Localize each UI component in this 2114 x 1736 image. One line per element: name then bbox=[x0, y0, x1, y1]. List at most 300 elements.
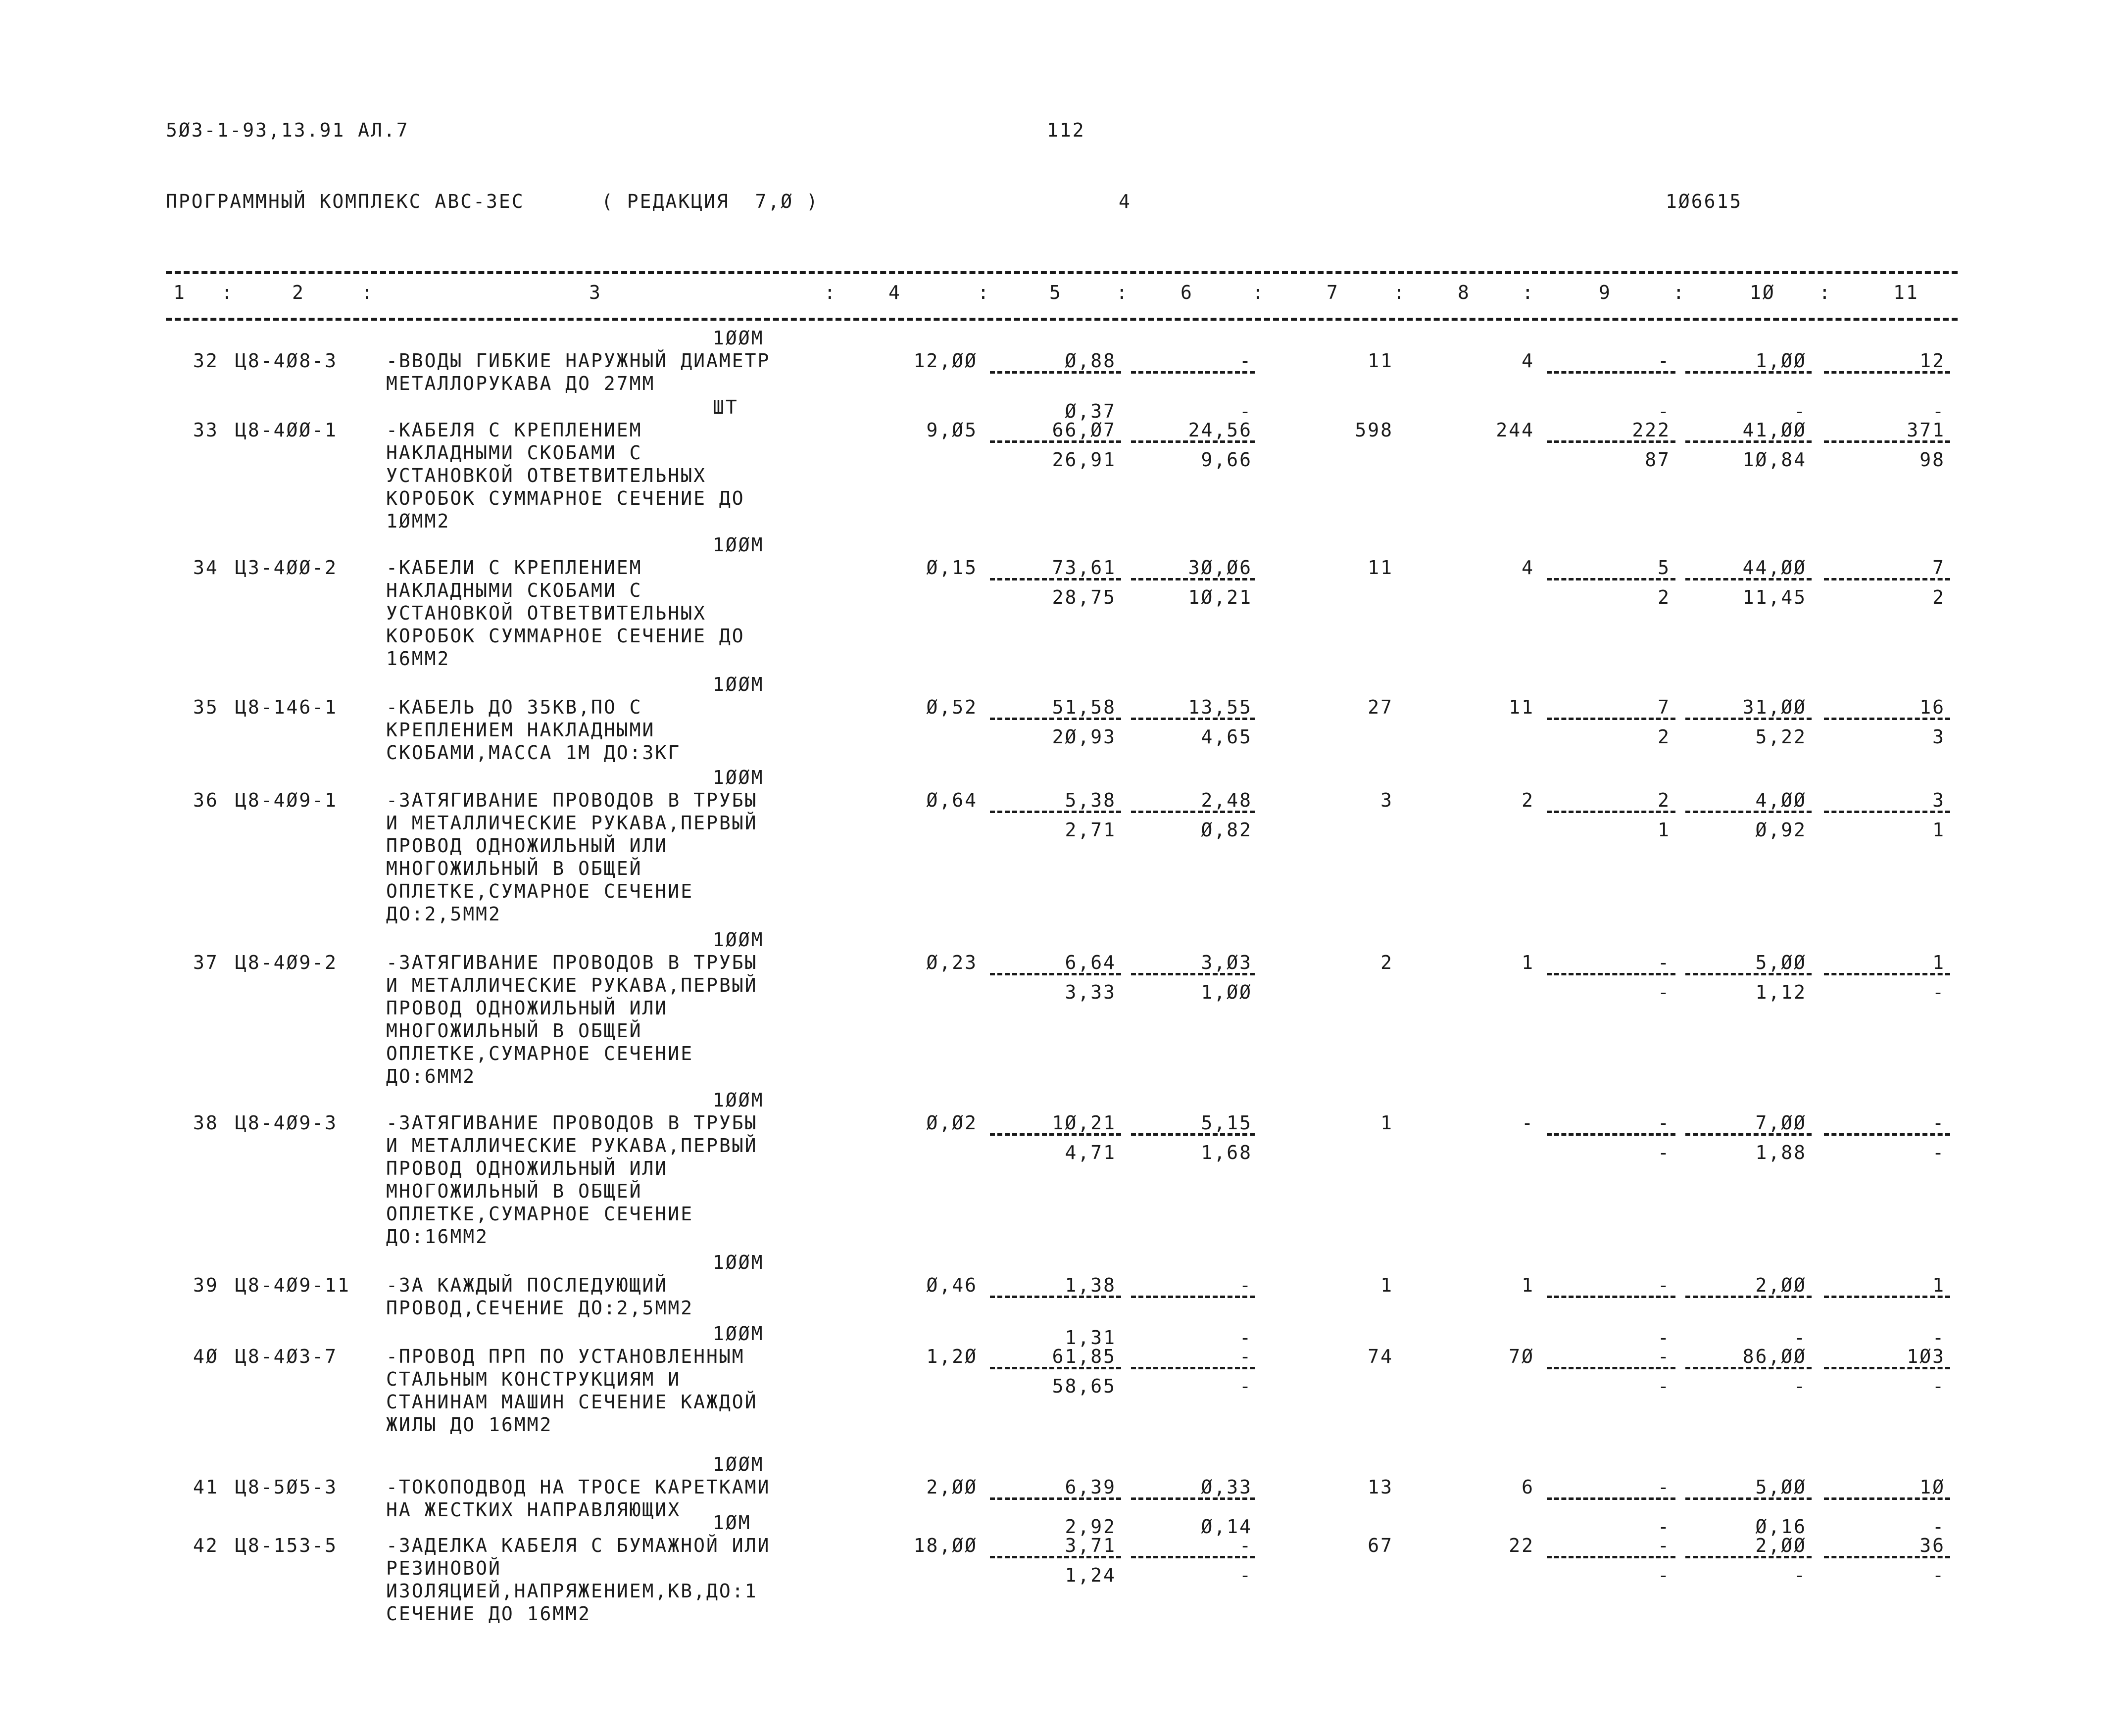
cell-c5: 1,38 bbox=[1065, 1274, 1116, 1296]
cell-c10: 7,ØØ bbox=[1755, 1112, 1807, 1134]
prior-value: - bbox=[1658, 1327, 1671, 1349]
cell-c6b: - bbox=[1239, 1564, 1252, 1586]
cell-c9: 2 bbox=[1658, 789, 1671, 811]
cell-c11: 371 bbox=[1907, 419, 1945, 441]
cell-c8: 2 bbox=[1522, 789, 1534, 811]
cell-divider bbox=[1685, 718, 1812, 720]
work-description: ДО:6ММ2 bbox=[386, 1065, 476, 1087]
unit-label: 1ØØМ bbox=[713, 1252, 764, 1273]
cell-c11b: - bbox=[1932, 981, 1945, 1003]
work-description: -ЗАТЯГИВАНИЕ ПРОВОДОВ В ТРУБЫ bbox=[386, 952, 758, 973]
work-description: УСТАНОВКОЙ ОТВЕТВИТЕЛЬНЫХ bbox=[386, 602, 706, 624]
work-description: ПРОВОД ОДНОЖИЛЬНЫЙ ИЛИ bbox=[386, 835, 668, 857]
work-description: -ЗАТЯГИВАНИЕ ПРОВОДОВ В ТРУБЫ bbox=[386, 789, 758, 811]
cell-c5b: 28,75 bbox=[1052, 586, 1116, 608]
work-description: -ПРОВОД ПРП ПО УСТАНОВЛЕННЫМ bbox=[386, 1346, 745, 1367]
cell-c11b: 98 bbox=[1919, 449, 1945, 471]
cell-divider bbox=[1824, 578, 1950, 580]
cell-c10: 2,ØØ bbox=[1755, 1535, 1807, 1556]
work-description: ЖИЛЫ ДО 16ММ2 bbox=[386, 1414, 553, 1436]
cell-c10b: 1Ø,84 bbox=[1742, 449, 1807, 471]
prior-value: - bbox=[1932, 400, 1945, 422]
work-description: МНОГОЖИЛЬНЫЙ В ОБЩЕЙ bbox=[386, 1180, 642, 1202]
prior-value: - bbox=[1932, 1327, 1945, 1349]
cell-c9: - bbox=[1658, 1346, 1671, 1367]
cell-c10b: 5,22 bbox=[1755, 726, 1807, 748]
cell-c8: 244 bbox=[1496, 419, 1534, 441]
rate-code: Ц8-4Ø9-3 bbox=[235, 1112, 338, 1134]
cell-divider bbox=[990, 371, 1121, 374]
work-description: -ЗАТЯГИВАНИЕ ПРОВОДОВ В ТРУБЫ bbox=[386, 1112, 758, 1134]
cell-c6b: Ø,82 bbox=[1201, 819, 1252, 841]
cell-c7: 2 bbox=[1380, 952, 1393, 973]
cell-c4: Ø,23 bbox=[926, 952, 978, 973]
table-top-rule bbox=[166, 271, 1958, 274]
cell-c11b: 2 bbox=[1932, 586, 1945, 608]
cell-c11b: - bbox=[1932, 1142, 1945, 1163]
column-separator: : bbox=[1819, 282, 1832, 303]
cell-c6: - bbox=[1239, 350, 1252, 372]
cell-c10: 2,ØØ bbox=[1755, 1274, 1807, 1296]
cell-c11b: - bbox=[1932, 1564, 1945, 1586]
cell-divider bbox=[1824, 1556, 1950, 1558]
cell-c8: 4 bbox=[1522, 557, 1534, 579]
cell-c4: 2,ØØ bbox=[926, 1476, 978, 1498]
cell-c6: - bbox=[1239, 1274, 1252, 1296]
cell-c8: 4 bbox=[1522, 350, 1534, 372]
cell-c5: 51,58 bbox=[1052, 696, 1116, 718]
cell-c8: 22 bbox=[1509, 1535, 1534, 1556]
cell-divider bbox=[1824, 811, 1950, 813]
work-description: ПРОВОД ОДНОЖИЛЬНЫЙ ИЛИ bbox=[386, 997, 668, 1019]
cell-divider bbox=[1824, 973, 1950, 975]
cell-c10b: 11,45 bbox=[1742, 586, 1807, 608]
cell-c5b: 4,71 bbox=[1065, 1142, 1116, 1163]
work-description: НАКЛАДНЫМИ СКОБАМИ С bbox=[386, 442, 642, 464]
cell-divider bbox=[1131, 578, 1255, 580]
cell-divider bbox=[990, 1497, 1121, 1500]
cell-c7: 27 bbox=[1368, 696, 1393, 718]
page-number: 112 bbox=[1047, 119, 1085, 141]
prior-value: 2,92 bbox=[1065, 1516, 1116, 1538]
prior-value: - bbox=[1658, 1516, 1671, 1538]
column-separator: : bbox=[1673, 282, 1686, 303]
cell-c7: 1 bbox=[1380, 1274, 1393, 1296]
cell-c9: 222 bbox=[1632, 419, 1671, 441]
rate-code: Ц8-153-5 bbox=[235, 1535, 338, 1556]
cell-c6: 2,48 bbox=[1201, 789, 1252, 811]
unit-label: 1ØØМ bbox=[713, 929, 764, 951]
rate-code: Ц8-5Ø5-3 bbox=[235, 1476, 338, 1498]
cell-divider bbox=[990, 811, 1121, 813]
work-description: ПРОВОД ОДНОЖИЛЬНЫЙ ИЛИ bbox=[386, 1157, 668, 1179]
cell-c5: 5,38 bbox=[1065, 789, 1116, 811]
cell-c9: - bbox=[1658, 952, 1671, 973]
program-edition: ( РЕДАКЦИЯ 7,Ø ) bbox=[601, 191, 819, 212]
row-number: 38 bbox=[193, 1112, 219, 1134]
cell-c11: 1 bbox=[1932, 1274, 1945, 1296]
cell-c11: 7 bbox=[1932, 557, 1945, 579]
work-description: РЕЗИНОВОЙ bbox=[386, 1557, 501, 1579]
cell-c4: Ø,Ø2 bbox=[926, 1112, 978, 1134]
work-description: -КАБЕЛЬ ДО 35КВ,ПО С bbox=[386, 696, 642, 718]
cell-c11: 1 bbox=[1932, 952, 1945, 973]
column-separator: : bbox=[1252, 282, 1265, 303]
cell-divider bbox=[1685, 1497, 1812, 1500]
cell-c5b: 2Ø,93 bbox=[1052, 726, 1116, 748]
rate-code: Ц8-4ØØ-1 bbox=[235, 419, 338, 441]
row-number: 4Ø bbox=[193, 1346, 219, 1367]
cell-divider bbox=[1131, 811, 1255, 813]
cell-c7: 74 bbox=[1368, 1346, 1393, 1367]
cell-c10b: Ø,92 bbox=[1755, 819, 1807, 841]
work-description: НАКЛАДНЫМИ СКОБАМИ С bbox=[386, 579, 642, 601]
cell-c9: - bbox=[1658, 1476, 1671, 1498]
work-description: -ВВОДЫ ГИБКИЕ НАРУЖНЫЙ ДИАМЕТР bbox=[386, 350, 771, 372]
cell-c11: 1Ø3 bbox=[1907, 1346, 1945, 1367]
rate-code: Ц8-4Ø8-3 bbox=[235, 350, 338, 372]
document-code: 5Ø3-1-93,13.91 АЛ.7 bbox=[166, 119, 409, 141]
cell-divider bbox=[1547, 371, 1675, 374]
cell-divider bbox=[1547, 1556, 1675, 1558]
cell-c11: 12 bbox=[1919, 350, 1945, 372]
sheet-number: 4 bbox=[1119, 191, 1131, 212]
unit-label: 1ØØМ bbox=[713, 1089, 764, 1111]
row-number: 39 bbox=[193, 1274, 219, 1296]
column-header: 1Ø bbox=[1750, 282, 1775, 303]
column-separator: : bbox=[221, 282, 234, 303]
cell-divider bbox=[1685, 973, 1812, 975]
work-description: УСТАНОВКОЙ ОТВЕТВИТЕЛЬНЫХ bbox=[386, 465, 706, 486]
cell-c10b: 1,12 bbox=[1755, 981, 1807, 1003]
cell-c5b: 26,91 bbox=[1052, 449, 1116, 471]
prior-value: Ø,16 bbox=[1755, 1516, 1807, 1538]
column-header: 4 bbox=[888, 282, 901, 303]
cell-c9b: - bbox=[1658, 1375, 1671, 1397]
work-description: ИЗОЛЯЦИЕЙ,НАПРЯЖЕНИЕМ,КВ,ДО:1 bbox=[386, 1580, 758, 1602]
column-header: 5 bbox=[1049, 282, 1062, 303]
cell-c5: 3,71 bbox=[1065, 1535, 1116, 1556]
cell-c11: 36 bbox=[1919, 1535, 1945, 1556]
cell-divider bbox=[1131, 1367, 1255, 1369]
cell-c6b: 1,ØØ bbox=[1201, 981, 1252, 1003]
cell-c9: 5 bbox=[1658, 557, 1671, 579]
work-description: И МЕТАЛЛИЧЕСКИЕ РУКАВА,ПЕРВЫЙ bbox=[386, 812, 758, 834]
cell-divider bbox=[990, 973, 1121, 975]
cell-c6: Ø,33 bbox=[1201, 1476, 1252, 1498]
cell-c7: 11 bbox=[1368, 557, 1393, 579]
rate-code: Ц8-4Ø9-2 bbox=[235, 952, 338, 973]
cell-c9b: 87 bbox=[1645, 449, 1671, 471]
cell-c10: 41,ØØ bbox=[1742, 419, 1807, 441]
row-number: 35 bbox=[193, 696, 219, 718]
cell-divider bbox=[1547, 1296, 1675, 1298]
cell-divider bbox=[1131, 1497, 1255, 1500]
work-description: -ТОКОПОДВОД НА ТРОСЕ КАРЕТКАМИ bbox=[386, 1476, 771, 1498]
column-header: 7 bbox=[1327, 282, 1339, 303]
cell-c10: 4,ØØ bbox=[1755, 789, 1807, 811]
cell-c5b: 2,71 bbox=[1065, 819, 1116, 841]
cell-divider bbox=[1685, 578, 1812, 580]
cell-divider bbox=[1685, 371, 1812, 374]
work-description: -ЗА КАЖДЫЙ ПОСЛЕДУЮЩИЙ bbox=[386, 1274, 668, 1296]
column-separator: : bbox=[1116, 282, 1129, 303]
unit-label: 1ØМ bbox=[713, 1512, 751, 1534]
cell-c6b: 4,65 bbox=[1201, 726, 1252, 748]
prior-value: Ø,14 bbox=[1201, 1516, 1252, 1538]
cell-c4: 1,2Ø bbox=[926, 1346, 978, 1367]
work-description: И МЕТАЛЛИЧЕСКИЕ РУКАВА,ПЕРВЫЙ bbox=[386, 974, 758, 996]
prior-value: 1,31 bbox=[1065, 1327, 1116, 1349]
cell-divider bbox=[990, 1367, 1121, 1369]
cell-c9: 7 bbox=[1658, 696, 1671, 718]
cell-c5: 1Ø,21 bbox=[1052, 1112, 1116, 1134]
cell-c8: 11 bbox=[1509, 696, 1534, 718]
work-description: ОПЛЕТКЕ,СУМАРНОЕ СЕЧЕНИЕ bbox=[386, 1203, 694, 1225]
cell-c10: 31,ØØ bbox=[1742, 696, 1807, 718]
column-header: 1 bbox=[173, 282, 186, 303]
cell-c9: - bbox=[1658, 350, 1671, 372]
cell-divider bbox=[1685, 1133, 1812, 1136]
column-header: 8 bbox=[1458, 282, 1471, 303]
cell-divider bbox=[990, 1296, 1121, 1298]
cell-c11b: 3 bbox=[1932, 726, 1945, 748]
cell-c11b: 1 bbox=[1932, 819, 1945, 841]
cell-c5: 61,85 bbox=[1052, 1346, 1116, 1367]
table-header-rule bbox=[166, 318, 1958, 321]
cell-c4: Ø,46 bbox=[926, 1274, 978, 1296]
cell-divider bbox=[1824, 1133, 1950, 1136]
row-number: 41 bbox=[193, 1476, 219, 1498]
cell-c11: 16 bbox=[1919, 696, 1945, 718]
cell-c4: Ø,52 bbox=[926, 696, 978, 718]
prior-value: - bbox=[1658, 400, 1671, 422]
row-number: 37 bbox=[193, 952, 219, 973]
column-separator: : bbox=[1393, 282, 1406, 303]
cell-c9: - bbox=[1658, 1274, 1671, 1296]
work-description: 16ММ2 bbox=[386, 648, 450, 670]
work-description: -КАБЕЛИ С КРЕПЛЕНИЕМ bbox=[386, 557, 642, 579]
cell-c9b: 2 bbox=[1658, 586, 1671, 608]
cell-c6: 13,55 bbox=[1188, 696, 1252, 718]
cell-c9: - bbox=[1658, 1112, 1671, 1134]
cell-c8: 6 bbox=[1522, 1476, 1534, 1498]
cell-c6: 3,Ø3 bbox=[1201, 952, 1252, 973]
prior-value: - bbox=[1239, 1327, 1252, 1349]
work-description: КОРОБОК СУММАРНОЕ СЕЧЕНИЕ ДО bbox=[386, 487, 745, 509]
cell-c6: 3Ø,Ø6 bbox=[1188, 557, 1252, 579]
cell-divider bbox=[1824, 1296, 1950, 1298]
prior-value: - bbox=[1239, 400, 1252, 422]
cell-c4: 18,ØØ bbox=[913, 1535, 978, 1556]
work-description: ОПЛЕТКЕ,СУМАРНОЕ СЕЧЕНИЕ bbox=[386, 880, 694, 902]
row-number: 33 bbox=[193, 419, 219, 441]
cell-c8: 7Ø bbox=[1509, 1346, 1534, 1367]
work-description: И МЕТАЛЛИЧЕСКИЕ РУКАВА,ПЕРВЫЙ bbox=[386, 1135, 758, 1157]
cell-divider bbox=[1824, 440, 1950, 443]
cell-c10b: 1,88 bbox=[1755, 1142, 1807, 1163]
cell-c7: 598 bbox=[1355, 419, 1393, 441]
cell-c10: 5,ØØ bbox=[1755, 1476, 1807, 1498]
cell-divider bbox=[990, 578, 1121, 580]
cell-c5b: 58,65 bbox=[1052, 1375, 1116, 1397]
cell-c7: 1 bbox=[1380, 1112, 1393, 1134]
cell-divider bbox=[1547, 973, 1675, 975]
cell-c7: 11 bbox=[1368, 350, 1393, 372]
cell-c9b: - bbox=[1658, 1142, 1671, 1163]
work-description: КРЕПЛЕНИЕМ НАКЛАДНЫМИ bbox=[386, 719, 655, 741]
cell-divider bbox=[1547, 1497, 1675, 1500]
work-description: ДО:2,5ММ2 bbox=[386, 903, 501, 925]
document-id: 1Ø6615 bbox=[1666, 191, 1743, 212]
cell-divider bbox=[1685, 1367, 1812, 1369]
cell-c9b: - bbox=[1658, 981, 1671, 1003]
work-description: ДО:16ММ2 bbox=[386, 1226, 489, 1248]
work-description: ОПЛЕТКЕ,СУМАРНОЕ СЕЧЕНИЕ bbox=[386, 1043, 694, 1064]
cell-c10: 86,ØØ bbox=[1742, 1346, 1807, 1367]
cell-c6b: - bbox=[1239, 1375, 1252, 1397]
unit-label: 1ØØМ bbox=[713, 1323, 764, 1345]
column-separator: : bbox=[978, 282, 990, 303]
work-description: НА ЖЕСТКИХ НАПРАВЛЯЮЩИХ bbox=[386, 1499, 681, 1521]
column-separator: : bbox=[361, 282, 374, 303]
cell-divider bbox=[1131, 1133, 1255, 1136]
cell-c5b: 1,24 bbox=[1065, 1564, 1116, 1586]
cell-divider bbox=[1547, 440, 1675, 443]
cell-c9: - bbox=[1658, 1535, 1671, 1556]
cell-c4: 9,Ø5 bbox=[926, 419, 978, 441]
cell-divider bbox=[990, 440, 1121, 443]
cell-c7: 3 bbox=[1380, 789, 1393, 811]
cell-c8: - bbox=[1522, 1112, 1534, 1134]
unit-label: ШТ bbox=[713, 396, 738, 418]
cell-divider bbox=[990, 1556, 1121, 1558]
prior-value: - bbox=[1794, 400, 1807, 422]
cell-c6: 5,15 bbox=[1201, 1112, 1252, 1134]
cell-divider bbox=[1685, 1296, 1812, 1298]
work-description: ПРОВОД,СЕЧЕНИЕ ДО:2,5ММ2 bbox=[386, 1297, 694, 1319]
cell-divider bbox=[1824, 371, 1950, 374]
cell-c9b: 2 bbox=[1658, 726, 1671, 748]
cell-c5: Ø,88 bbox=[1065, 350, 1116, 372]
rate-code: Ц3-4ØØ-2 bbox=[235, 557, 338, 579]
cell-c9b: 1 bbox=[1658, 819, 1671, 841]
cell-c5: 73,61 bbox=[1052, 557, 1116, 579]
cell-c10: 44,ØØ bbox=[1742, 557, 1807, 579]
cell-c6b: 1Ø,21 bbox=[1188, 586, 1252, 608]
cell-c8: 1 bbox=[1522, 952, 1534, 973]
cell-c7: 67 bbox=[1368, 1535, 1393, 1556]
cell-divider bbox=[990, 718, 1121, 720]
program-name: ПРОГРАММНЫЙ КОМПЛЕКС АВС-3ЕС bbox=[166, 191, 525, 212]
cell-c7: 13 bbox=[1368, 1476, 1393, 1498]
unit-label: 1ØØМ bbox=[713, 327, 764, 349]
cell-divider bbox=[1824, 1367, 1950, 1369]
work-description: КОРОБОК СУММАРНОЕ СЕЧЕНИЕ ДО bbox=[386, 625, 745, 647]
work-description: МЕТАЛЛОРУКАВА ДО 27ММ bbox=[386, 373, 655, 394]
cell-c6: - bbox=[1239, 1535, 1252, 1556]
rate-code: Ц8-4Ø9-11 bbox=[235, 1274, 350, 1296]
work-description: 1ØММ2 bbox=[386, 510, 450, 532]
column-header: 3 bbox=[589, 282, 602, 303]
prior-value: - bbox=[1794, 1327, 1807, 1349]
unit-label: 1ØØМ bbox=[713, 534, 764, 556]
cell-divider bbox=[1131, 371, 1255, 374]
cell-c5b: 3,33 bbox=[1065, 981, 1116, 1003]
column-separator: : bbox=[824, 282, 837, 303]
work-description: МНОГОЖИЛЬНЫЙ В ОБЩЕЙ bbox=[386, 858, 642, 879]
cell-c5: 6,64 bbox=[1065, 952, 1116, 973]
cell-divider bbox=[1131, 718, 1255, 720]
column-header: 6 bbox=[1180, 282, 1193, 303]
cell-c8: 1 bbox=[1522, 1274, 1534, 1296]
cell-c10b: - bbox=[1794, 1375, 1807, 1397]
column-separator: : bbox=[1522, 282, 1535, 303]
rate-code: Ц8-4Ø3-7 bbox=[235, 1346, 338, 1367]
cell-c5: 6,39 bbox=[1065, 1476, 1116, 1498]
work-description: СТАЛЬНЫМ КОНСТРУКЦИЯМ И bbox=[386, 1368, 681, 1390]
work-description: МНОГОЖИЛЬНЫЙ В ОБЩЕЙ bbox=[386, 1020, 642, 1042]
column-header: 11 bbox=[1893, 282, 1919, 303]
column-header: 9 bbox=[1599, 282, 1612, 303]
work-description: -КАБЕЛЯ С КРЕПЛЕНИЕМ bbox=[386, 419, 642, 441]
work-description: СКОБАМИ,МАССА 1М ДО:3КГ bbox=[386, 742, 681, 764]
cell-c10b: - bbox=[1794, 1564, 1807, 1586]
cell-c4: Ø,15 bbox=[926, 557, 978, 579]
work-description: -ЗАДЕЛКА КАБЕЛЯ С БУМАЖНОЙ ИЛИ bbox=[386, 1535, 771, 1556]
cell-c6b: 1,68 bbox=[1201, 1142, 1252, 1163]
cell-c6b: 9,66 bbox=[1201, 449, 1252, 471]
cell-divider bbox=[1547, 1133, 1675, 1136]
cell-c11: 1Ø bbox=[1919, 1476, 1945, 1498]
cell-divider bbox=[1824, 718, 1950, 720]
cell-c6: 24,56 bbox=[1188, 419, 1252, 441]
row-number: 36 bbox=[193, 789, 219, 811]
row-number: 34 bbox=[193, 557, 219, 579]
cell-divider bbox=[1824, 1497, 1950, 1500]
column-header: 2 bbox=[292, 282, 305, 303]
cell-divider bbox=[1131, 1296, 1255, 1298]
cell-divider bbox=[1547, 811, 1675, 813]
cell-divider bbox=[1547, 578, 1675, 580]
cell-c10: 5,ØØ bbox=[1755, 952, 1807, 973]
cell-divider bbox=[1685, 1556, 1812, 1558]
cell-c4: Ø,64 bbox=[926, 789, 978, 811]
cell-divider bbox=[1685, 811, 1812, 813]
cell-c11b: - bbox=[1932, 1375, 1945, 1397]
rate-code: Ц8-146-1 bbox=[235, 696, 338, 718]
prior-value: Ø,37 bbox=[1065, 400, 1116, 422]
cell-c4: 12,ØØ bbox=[913, 350, 978, 372]
cell-divider bbox=[1131, 440, 1255, 443]
cell-divider bbox=[1131, 973, 1255, 975]
unit-label: 1ØØМ bbox=[713, 1453, 764, 1475]
cell-divider bbox=[1131, 1556, 1255, 1558]
cell-divider bbox=[1547, 1367, 1675, 1369]
cell-c5: 66,Ø7 bbox=[1052, 419, 1116, 441]
cell-c10: 1,ØØ bbox=[1755, 350, 1807, 372]
cell-c11: 3 bbox=[1932, 789, 1945, 811]
prior-value: - bbox=[1932, 1516, 1945, 1538]
unit-label: 1ØØМ bbox=[713, 674, 764, 695]
row-number: 42 bbox=[193, 1535, 219, 1556]
cell-divider bbox=[1685, 440, 1812, 443]
work-description: СЕЧЕНИЕ ДО 16ММ2 bbox=[386, 1603, 591, 1625]
cell-divider bbox=[1547, 718, 1675, 720]
unit-label: 1ØØМ bbox=[713, 767, 764, 788]
row-number: 32 bbox=[193, 350, 219, 372]
cell-divider bbox=[990, 1133, 1121, 1136]
